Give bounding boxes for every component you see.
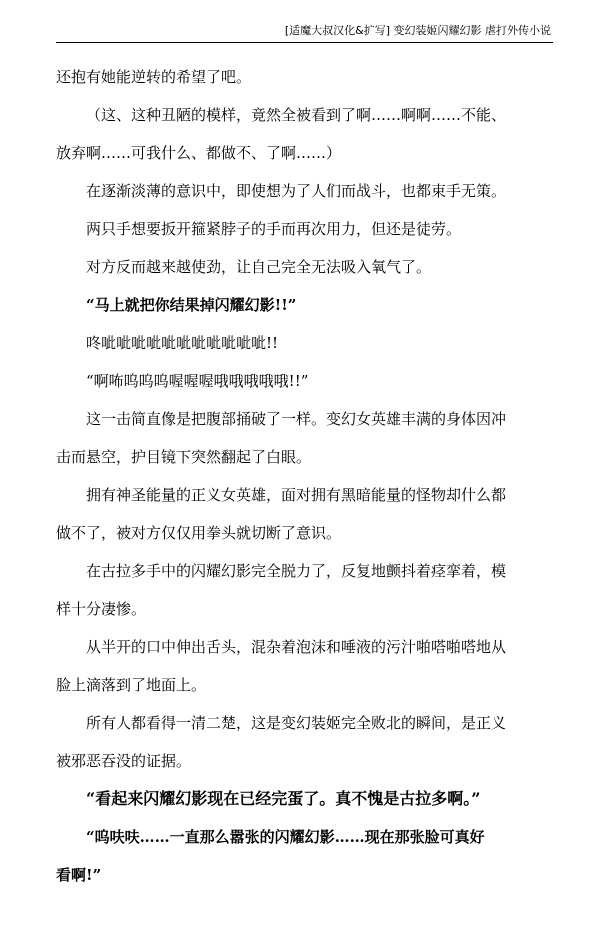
text-line-19: 被邪恶吞没的证据。 bbox=[56, 752, 192, 770]
text-line-21: “呜呋呋……一直那么嚣张的闪耀幻影……现在那张脸可真好 bbox=[86, 828, 485, 846]
text-line-10: 这一击简直像是把腹部捅破了一样。变幻女英雄丰满的身体因冲 bbox=[86, 410, 507, 428]
text-line-16: 从半开的口中伸出舌头，混杂着泡沫和唾液的污汁啪嗒啪嗒地从 bbox=[86, 638, 507, 656]
text-line-13: 做不了，被对方仅仅用拳头就切断了意识。 bbox=[56, 524, 342, 542]
text-line-5: 两只手想要扳开箍紧脖子的手而再次用力，但还是徒劳。 bbox=[86, 220, 462, 238]
text-line-4: 在逐渐淡薄的意识中，即使想为了人们而战斗，也都束手无策。 bbox=[86, 182, 507, 200]
text-line-3: 放弃啊……可我什么、都做不、了啊……） bbox=[56, 144, 342, 162]
text-line-7: “马上就把你结果掉闪耀幻影!!” bbox=[86, 296, 297, 314]
text-line-12: 拥有神圣能量的正义女英雄，面对拥有黑暗能量的怪物却什么都 bbox=[86, 486, 507, 504]
text-line-8: 咚呲呲呲呲呲呲呲呲呲呲呲!! bbox=[86, 334, 279, 352]
text-line-15: 样十分凄惨。 bbox=[56, 600, 147, 618]
text-line-22: 看啊!” bbox=[56, 866, 102, 884]
text-line-2: （这、这种丑陋的模样，竟然全被看到了啊……啊啊……不能、 bbox=[86, 106, 507, 124]
text-line-9: “啊咘呜呜呜喔喔喔哦哦哦哦哦!!” bbox=[86, 372, 309, 390]
text-line-14: 在古拉多手中的闪耀幻影完全脱力了，反复地颤抖着痉挛着，模 bbox=[86, 562, 507, 580]
text-line-17: 脸上滴落到了地面上。 bbox=[56, 676, 207, 694]
page-header bbox=[56, 22, 553, 43]
header-title: [适魔大叔汉化&扩写] 变幻装姬闪耀幻影 虐打外传小说 bbox=[284, 24, 551, 37]
text-line-6: 对方反而越来越使劲，让自己完全无法吸入氧气了。 bbox=[86, 258, 432, 276]
text-line-20: “看起来闪耀幻影现在已经完蛋了。真不愧是古拉多啊。” bbox=[86, 789, 481, 808]
text-line-11: 击而悬空，护目镜下突然翻起了白眼。 bbox=[56, 448, 312, 466]
text-line-18: 所有人都看得一清二楚，这是变幻装姬完全败北的瞬间，是正义 bbox=[86, 714, 507, 732]
text-line-1: 还抱有她能逆转的希望了吧。 bbox=[56, 68, 252, 86]
